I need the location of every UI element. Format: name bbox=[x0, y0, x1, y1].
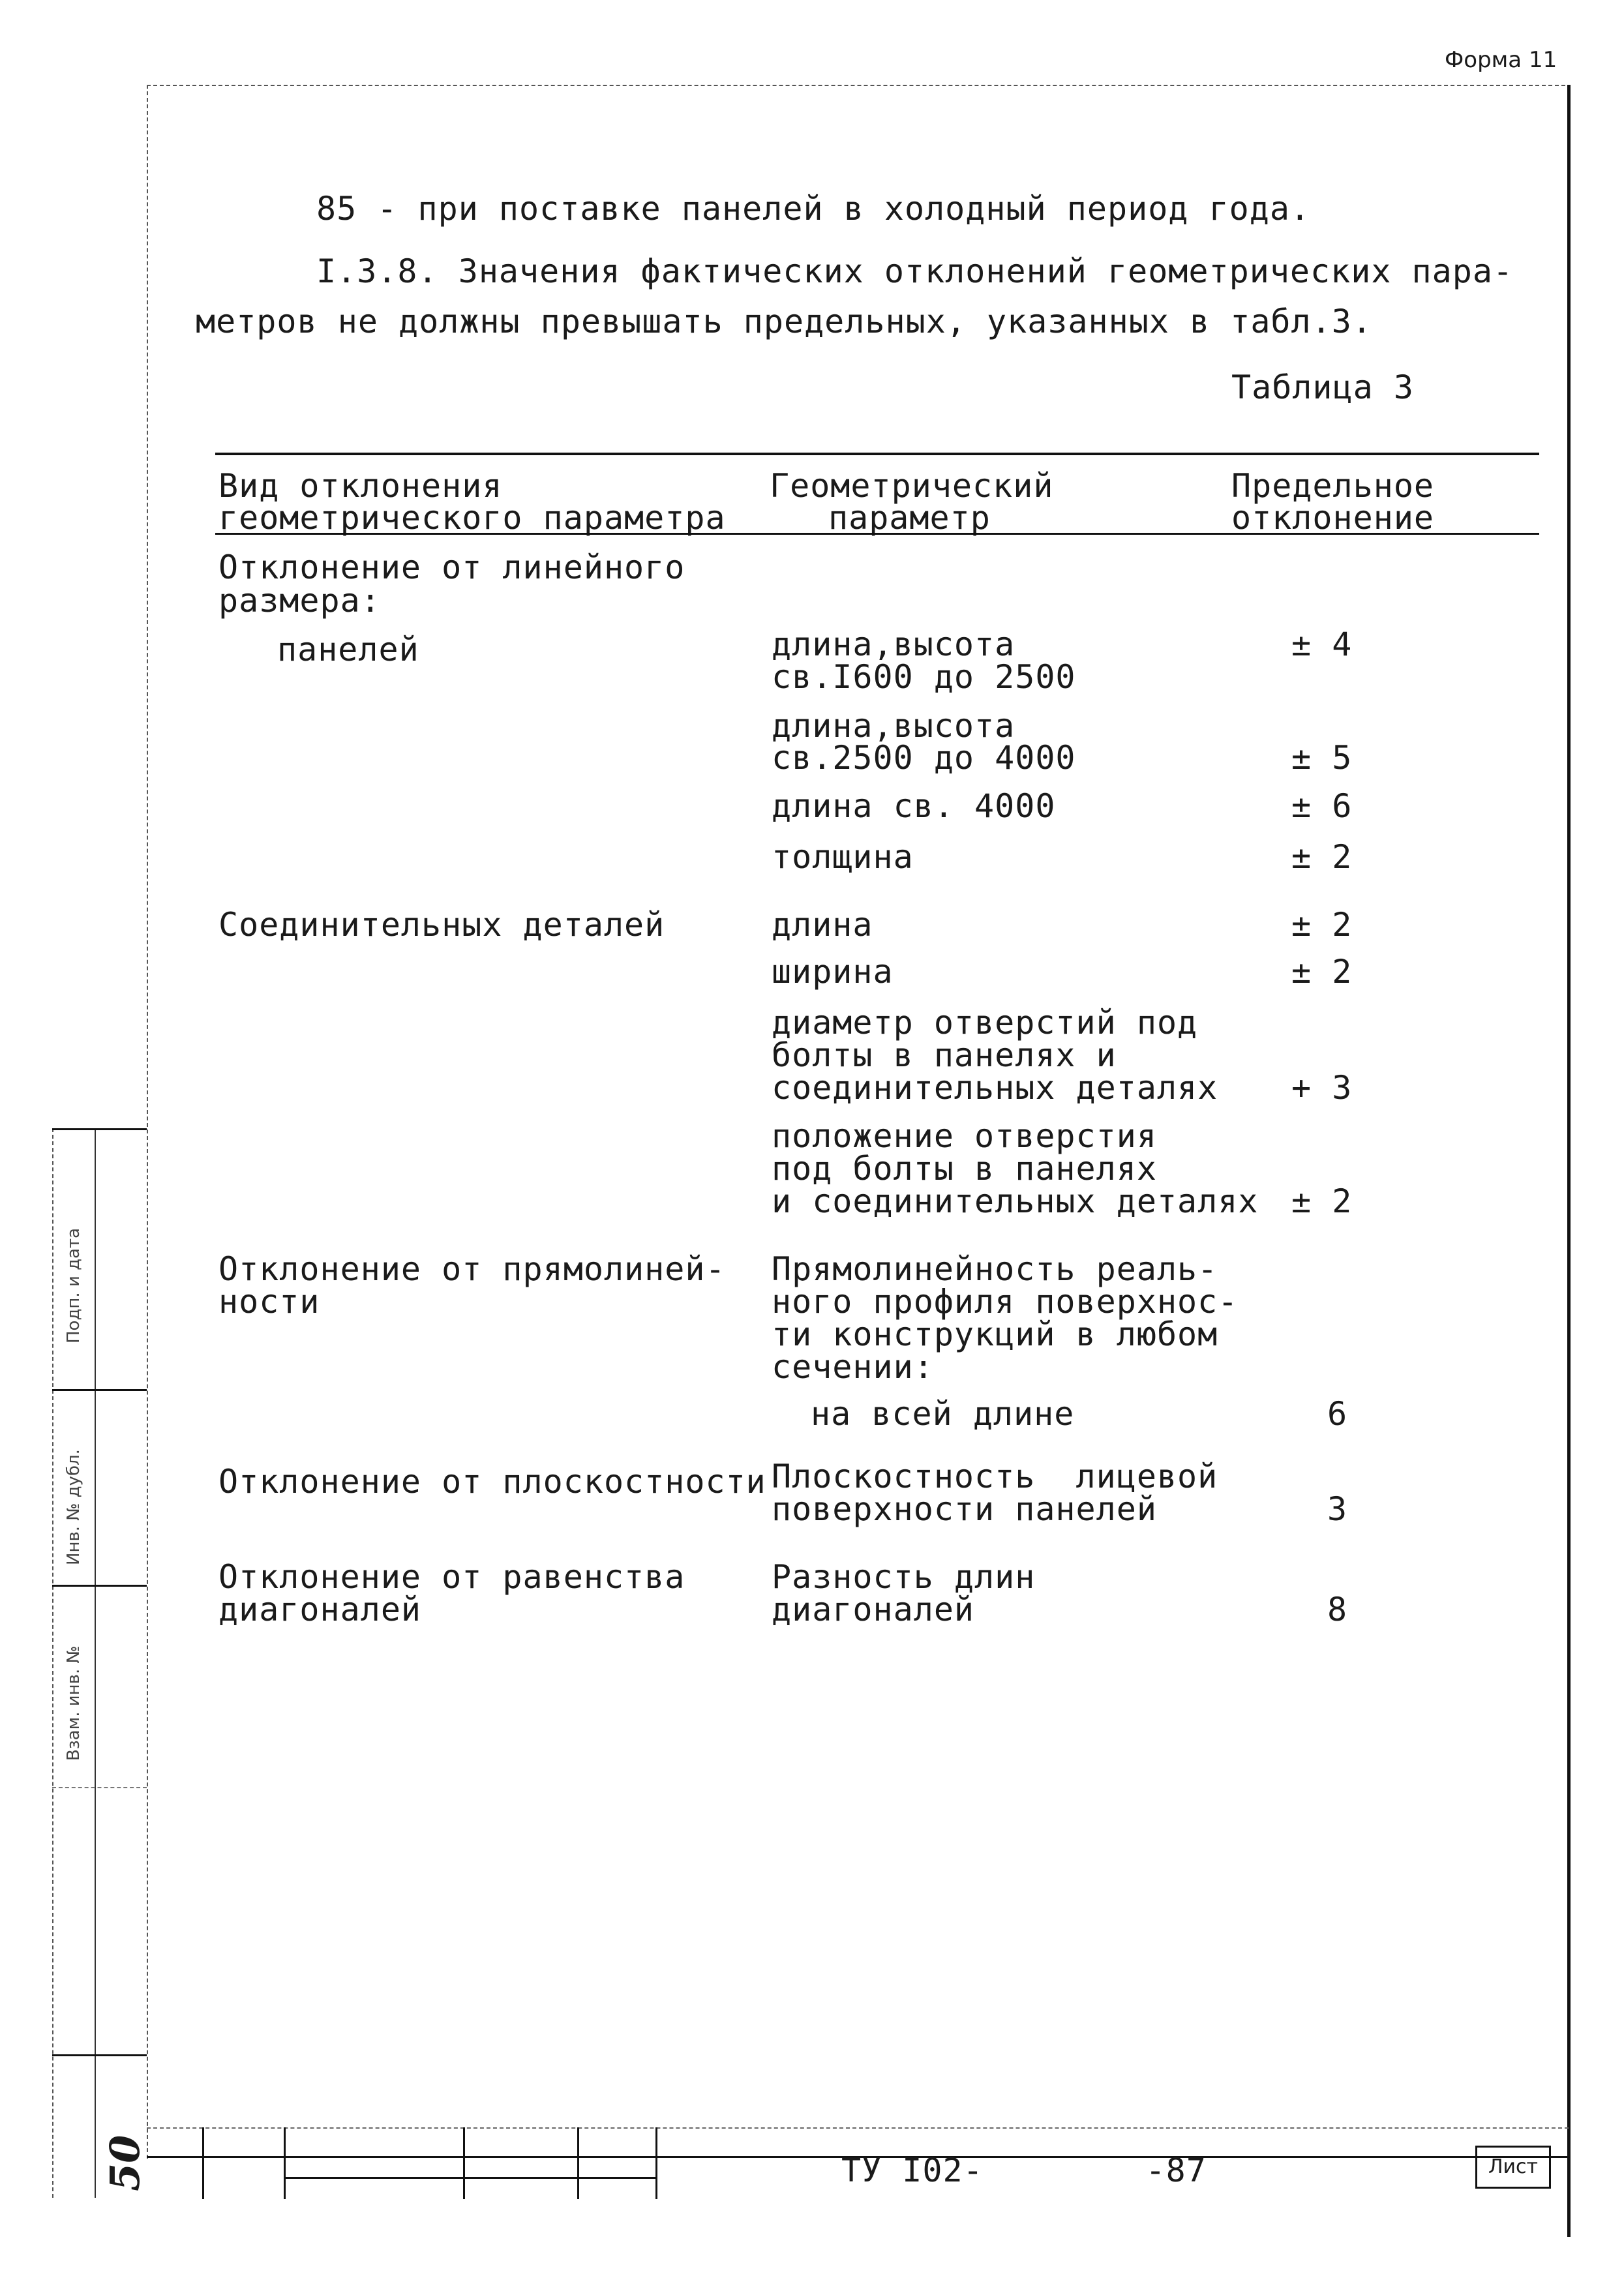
group2-row3-param-line3: соединительных деталях bbox=[772, 1069, 1218, 1107]
footer-col-4 bbox=[577, 2127, 579, 2199]
group5-param-line2: диагоналей bbox=[772, 1591, 975, 1628]
stamp-inv-podl-label: Взам. инв. № bbox=[64, 1645, 83, 1761]
group2-row3-value: + 3 bbox=[1291, 1069, 1353, 1107]
group2-row2-value: ± 2 bbox=[1291, 953, 1353, 991]
stamp-row-top bbox=[52, 1128, 147, 1130]
footer-col-3 bbox=[463, 2127, 465, 2199]
stamp-handwritten-number: 50 bbox=[101, 2135, 149, 2191]
group1-row1-param-line1: длина,высота bbox=[772, 625, 1015, 663]
table-caption: Таблица 3 bbox=[1231, 368, 1414, 406]
group1-row2-param-line1: длина,высота bbox=[772, 707, 1015, 745]
group3-sub: на всей длине bbox=[811, 1395, 1075, 1433]
stamp-row-divider-1 bbox=[52, 1389, 147, 1391]
footer-inner-row bbox=[284, 2177, 655, 2179]
header-col2-line2: параметр bbox=[828, 499, 991, 537]
frame-right-border bbox=[1567, 85, 1571, 2237]
group4-value: 3 bbox=[1327, 1490, 1348, 1528]
header-col1-line1: Вид отклонения bbox=[218, 467, 503, 505]
group1-row1-param-line2: св.I600 до 2500 bbox=[772, 658, 1076, 696]
header-bottom-rule bbox=[215, 533, 1539, 535]
group2-row1-param: длина bbox=[772, 906, 873, 944]
group1-row4-param: толщина bbox=[772, 838, 914, 876]
group2-row2-param: ширина bbox=[772, 953, 894, 991]
group2-row4-param-line1: положение отверстия bbox=[772, 1117, 1157, 1155]
group3-param-line3: ти конструкций в любом bbox=[772, 1315, 1218, 1353]
intro-line-3: метров не должны превышать предельных, указанных в табл.3. bbox=[196, 303, 1372, 340]
header-col2-line1: Геометрический bbox=[770, 467, 1054, 505]
footer-sheet-box bbox=[1475, 2146, 1551, 2189]
footer-sheet-label: Лист bbox=[1488, 2155, 1539, 2178]
footer-col-1 bbox=[202, 2127, 204, 2199]
frame-top-border bbox=[147, 85, 1565, 86]
group5-param-line1: Разность длин bbox=[772, 1558, 1036, 1596]
group1-title-line1: Отклонение от линейного bbox=[218, 548, 685, 586]
group1-row1-value: ± 4 bbox=[1291, 625, 1353, 663]
group5-value: 8 bbox=[1327, 1591, 1348, 1628]
stamp-row-divider-3 bbox=[52, 1787, 147, 1788]
table-top-rule bbox=[215, 453, 1539, 455]
group2-row4-value: ± 2 bbox=[1291, 1182, 1353, 1220]
stamp-inv-dubl-label: Инв. № дубл. bbox=[64, 1449, 83, 1565]
group1-title-line2: размера: bbox=[218, 582, 381, 620]
footer-col-2 bbox=[284, 2127, 286, 2199]
group2-row4-param-line3: и соединительных деталях bbox=[772, 1182, 1259, 1220]
group3-param-line4: сечении: bbox=[772, 1348, 934, 1386]
group3-param-line1: Прямолинейность реаль- bbox=[772, 1250, 1218, 1288]
stamp-podp-label: Подп. и дата bbox=[64, 1227, 83, 1343]
group3-title-line2: ности bbox=[218, 1283, 320, 1321]
group2-row3-param-line1: диаметр отверстий под bbox=[772, 1004, 1198, 1042]
group1-row3-value: ± 6 bbox=[1291, 787, 1353, 825]
group3-param-line2: ного профиля поверхнос- bbox=[772, 1283, 1239, 1321]
group5-title-line2: диагоналей bbox=[218, 1591, 422, 1628]
group2-row1-value: ± 2 bbox=[1291, 906, 1353, 944]
stamp-row-divider-4 bbox=[52, 2054, 147, 2056]
header-col1-line2: геометрического параметра bbox=[218, 499, 726, 537]
header-col3-line2: отклонение bbox=[1231, 499, 1435, 537]
group1-row4-value: ± 2 bbox=[1291, 838, 1353, 876]
intro-line-1: 85 - при поставке панелей в холодный период года. bbox=[316, 190, 1311, 228]
group1-sub: панелей bbox=[277, 631, 419, 668]
footer-col-5 bbox=[655, 2127, 657, 2199]
stamp-col-line-2 bbox=[95, 1128, 96, 2198]
stamp-col-line-1 bbox=[52, 1128, 53, 2198]
group2-row4-param-line2: под болты в панелях bbox=[772, 1150, 1157, 1188]
frame-left-border bbox=[147, 85, 148, 2159]
form-label: Форма 11 bbox=[1445, 47, 1557, 73]
group2-title: Соединительных деталей bbox=[218, 906, 665, 944]
group2-row3-param-line2: болты в панелях и bbox=[772, 1036, 1117, 1074]
header-col3-line1: Предельное bbox=[1231, 467, 1435, 505]
group4-param-line1: Плоскостность лицевой bbox=[772, 1458, 1218, 1495]
group3-title-line1: Отклонение от прямолиней- bbox=[218, 1250, 726, 1288]
group1-row2-param-line2: св.2500 до 4000 bbox=[772, 739, 1076, 777]
group4-title: Отклонение от плоскостности bbox=[218, 1463, 766, 1501]
group4-param-line2: поверхности панелей bbox=[772, 1490, 1157, 1528]
footer-doc-code: ТУ I02- -87 bbox=[841, 2151, 1207, 2189]
group1-row2-value: ± 5 bbox=[1291, 739, 1353, 777]
group3-value: 6 bbox=[1327, 1395, 1348, 1433]
group5-title-line1: Отклонение от равенства bbox=[218, 1558, 685, 1596]
stamp-row-divider-2 bbox=[52, 1585, 147, 1587]
footer-dashed-line bbox=[147, 2127, 1569, 2129]
intro-line-2: I.3.8. Значения фактических отклонений геометрических пара- bbox=[316, 252, 1514, 290]
group1-row3-param: длина св. 4000 bbox=[772, 787, 1056, 825]
